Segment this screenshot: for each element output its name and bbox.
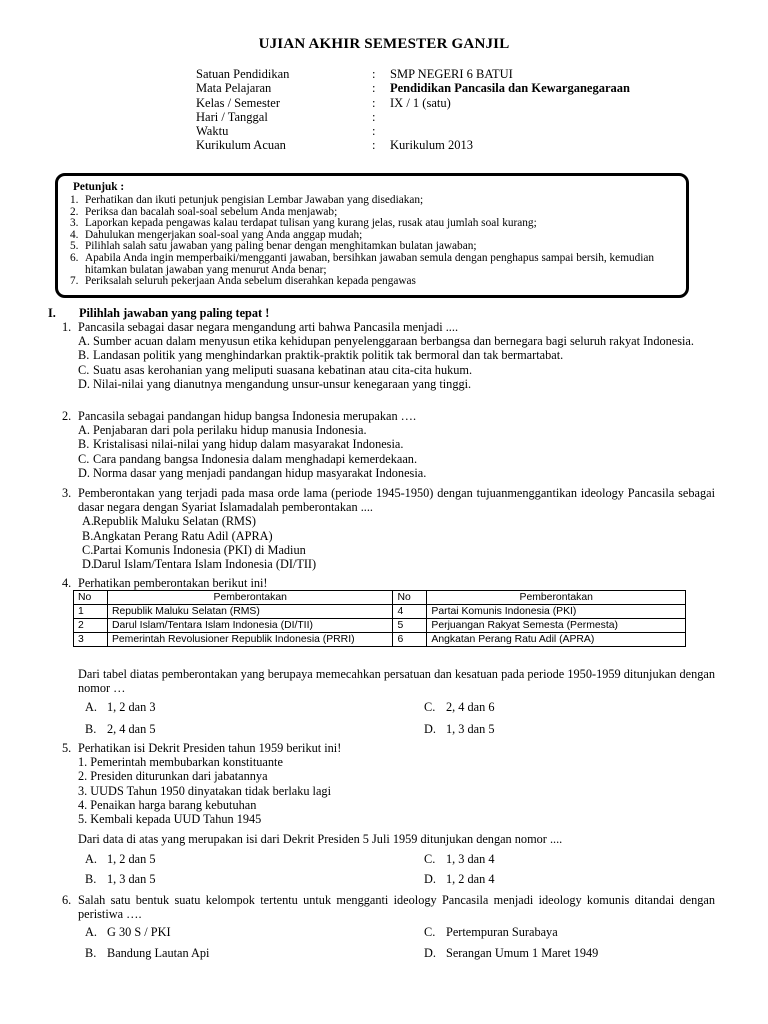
question-stem [62, 486, 715, 514]
option-text: Bandung Lautan Api [107, 946, 210, 960]
option-text: Nilai-nilai yang dianutnya mengandung unsur-unsur kenegaraan yang tinggi. [93, 376, 472, 391]
exam-info-block [196, 67, 630, 153]
option-text: G 30 S / PKI [107, 925, 171, 939]
info-row-waktu [196, 124, 630, 138]
question-text: Dari tabel diatas pemberontakan yang berupaya memecahkan persatuan dan kesatuan pada periode 1950-1959 ditunjukan dengan nomor … [78, 667, 715, 696]
question-3 [62, 486, 715, 571]
question-2 [62, 409, 715, 480]
question-stem [62, 893, 715, 921]
option-text: Partai Komunis Indonesia (PKI) di Madiun [93, 542, 306, 557]
question-stem [62, 320, 715, 334]
question-4-followup [62, 667, 715, 695]
question-number: 5. [62, 741, 72, 755]
option-text: 1, 3 dan 5 [107, 872, 156, 886]
info-row-kelas [196, 96, 630, 110]
option-letter: B. [85, 722, 97, 736]
table-row [74, 633, 686, 647]
question-text: Perhatikan isi Dekrit Presiden tahun 1959 berikut ini! [78, 741, 342, 755]
instruction-number: 1. [70, 194, 79, 206]
option-b[interactable] [62, 348, 715, 362]
instruction-text: Perhatikan dan ikuti petunjuk pengisian Lembar Jawaban yang disediakan; [85, 194, 424, 206]
option-text: 1, 2 dan 4 [446, 872, 495, 886]
option-text: Republik Maluku Selatan (RMS) [93, 514, 256, 529]
section-number: I. [48, 306, 56, 320]
info-value: Kurikulum 2013 [390, 138, 473, 153]
info-label: Satuan Pendidikan [196, 67, 290, 81]
info-value: Pendidikan Pancasila dan Kewarganegaraan [390, 81, 630, 96]
option-c[interactable] [424, 852, 495, 866]
question-text: Pancasila sebagai pandangan hidup bangsa Indonesia merupakan …. [78, 409, 417, 423]
option-letter: B. [85, 946, 97, 960]
option-text: Cara pandang bangsa Indonesia dalam menghadapi kemerdekaan. [93, 451, 418, 466]
question-text: Perhatikan pemberontakan berikut ini! [78, 576, 268, 590]
question-number: 1. [62, 320, 72, 334]
option-text: 2, 4 dan 5 [107, 722, 156, 736]
option-letter: D. [78, 376, 90, 391]
instructions-heading: Petunjuk : [73, 181, 125, 193]
info-label: Kelas / Semester [196, 95, 281, 110]
option-letter: C. [424, 852, 436, 866]
info-label: Kurikulum Acuan [196, 138, 286, 153]
instruction-text: Apabila Anda ingin memperbaiki/mengganti jawaban, bersihkan jawaban semula dengan penghapus sampai bersih, kemudian hitamkan bulatan jawaban yang menurut Anda benar; [85, 251, 655, 276]
info-colon: : [372, 138, 376, 153]
option-text: 1, 3 dan 4 [446, 852, 495, 866]
option-c[interactable] [62, 543, 715, 557]
option-letter: D. [82, 557, 94, 572]
instruction-number: 3. [70, 217, 79, 230]
question-5-followup [62, 832, 715, 846]
table-cell: Perjuangan Rakyat Semesta (Permesta) [427, 619, 686, 633]
option-text: Kristalisasi nilai-nilai yang hidup dalam masyarakat Indonesia. [93, 437, 404, 452]
question-stem [62, 576, 715, 590]
instruction-text: Pilihlah salah satu jawaban yang paling benar dengan menghitamkan bulatan jawaban; [85, 240, 477, 253]
option-d[interactable] [424, 946, 598, 960]
table-row [74, 619, 686, 633]
info-colon: : [372, 124, 376, 139]
instruction-item [70, 253, 685, 276]
option-b[interactable] [85, 722, 156, 736]
option-letter: C. [424, 925, 436, 939]
question-text: Salah satu bentuk suatu kelompok tertentu untuk mengganti ideology Pancasila menjadi ideology komunis ditandai dengan peristiwa …. [78, 893, 715, 922]
option-letter: B. [78, 437, 90, 452]
option-a[interactable] [85, 700, 156, 714]
option-letter: A. [78, 423, 90, 438]
instruction-number: 4. [70, 228, 79, 241]
info-colon: : [372, 109, 376, 124]
option-letter: B. [78, 348, 90, 363]
option-a[interactable] [85, 925, 171, 939]
option-text: Pertempuran Surabaya [446, 925, 558, 939]
table-cell: 2 [74, 619, 108, 633]
table-header-row [74, 591, 686, 605]
rebellion-table [73, 590, 686, 647]
question-4 [62, 576, 715, 590]
instruction-text: Dahulukan mengerjakan soal-soal yang Anda anggap mudah; [85, 228, 363, 241]
table-cell: 5 [393, 619, 427, 633]
option-c[interactable] [62, 363, 715, 377]
option-text: Sumber acuan dalam menyusun etika kehidupan penyelenggaraan berbangsa dan bernegara bagi seluruh rakyat Indonesia. [93, 334, 694, 349]
option-letter: D. [424, 946, 436, 960]
table-header: No [74, 591, 108, 605]
option-letter: C. [82, 542, 94, 557]
option-b[interactable] [62, 437, 715, 451]
info-label: Mata Pelajaran [196, 81, 272, 96]
table-header: Pemberontakan [107, 591, 392, 605]
instruction-number: 5. [70, 240, 79, 253]
instruction-number: 2. [70, 205, 79, 218]
info-row-mapel [196, 81, 630, 95]
info-row-hari [196, 110, 630, 124]
question-1 [62, 320, 715, 391]
instruction-text: Periksalah seluruh pekerjaan Anda sebelum diserahkan kepada pengawas [85, 275, 416, 288]
question-stem [62, 741, 715, 755]
info-label: Hari / Tanggal [196, 109, 268, 124]
exam-title: UJIAN AKHIR SEMESTER GANJIL [258, 36, 510, 52]
table-cell: 3 [74, 633, 108, 647]
list-item: 4. Penaikan harga barang kebutuhan [78, 797, 257, 812]
option-letter: A. [82, 514, 94, 529]
question-5 [62, 741, 715, 826]
option-b[interactable] [85, 872, 156, 886]
option-letter: C. [78, 362, 90, 377]
instructions-box [55, 173, 689, 298]
option-c[interactable] [62, 452, 715, 466]
option-text: 1, 2 dan 5 [107, 852, 156, 866]
table-header: Pemberontakan [427, 591, 686, 605]
option-letter: A. [85, 700, 97, 714]
option-text: 1, 2 dan 3 [107, 700, 156, 714]
question-number: 3. [62, 486, 72, 500]
table-cell: 6 [393, 633, 427, 647]
question-stem [62, 409, 715, 423]
list-item: 3. UUDS Tahun 1950 dinyatakan tidak berlaku lagi [78, 783, 331, 798]
table-cell: Partai Komunis Indonesia (PKI) [427, 605, 686, 619]
info-value: IX / 1 (satu) [390, 95, 451, 110]
question-text: Dari data di atas yang merupakan isi dari Dekrit Presiden 5 Juli 1959 ditunjukan dengan nomor .... [78, 832, 563, 846]
option-text: Darul Islam/Tentara Islam Indonesia (DI/TII) [93, 557, 317, 572]
question-6 [62, 893, 715, 921]
decree-list [62, 755, 715, 826]
option-text: Norma dasar yang menjadi pandangan hidup masyarakat Indonesia. [93, 465, 427, 480]
table-cell: 4 [393, 605, 427, 619]
option-letter: D. [424, 872, 436, 886]
question-number: 2. [62, 409, 72, 423]
option-c[interactable] [424, 925, 558, 939]
table-header: No [393, 591, 427, 605]
option-d[interactable] [424, 722, 495, 736]
table-cell: Angkatan Perang Ratu Adil (APRA) [427, 633, 686, 647]
option-d[interactable] [424, 872, 495, 886]
instruction-text: Periksa dan bacalah soal-soal sebelum Anda menjawab; [85, 205, 338, 218]
instructions-list [70, 195, 685, 288]
section-title: Pilihlah jawaban yang paling tepat ! [79, 306, 270, 320]
question-number: 4. [62, 576, 72, 590]
instruction-number: 7. [70, 275, 79, 288]
option-letter: D. [424, 722, 436, 736]
info-value: SMP NEGERI 6 BATUI [390, 67, 513, 81]
option-text: Serangan Umum 1 Maret 1949 [446, 946, 599, 960]
list-item: 1. Pemerintah membubarkan konstituante [78, 755, 283, 770]
list-item: 5. Kembali kepada UUD Tahun 1945 [78, 812, 262, 827]
option-letter: A. [85, 925, 97, 939]
instruction-item [70, 276, 685, 288]
option-text: Suatu asas kerohanian yang meliputi suasana kebatinan atau cita-cita hukum. [93, 362, 473, 377]
option-d[interactable] [62, 466, 715, 480]
option-letter: A. [78, 334, 90, 349]
option-letter: C. [424, 700, 436, 714]
option-text: Landasan politik yang menghindarkan praktik-praktik politik tak bermoral dan tak bermartabat. [93, 348, 564, 363]
option-a[interactable] [62, 514, 715, 528]
info-colon: : [372, 67, 376, 81]
table-cell: 1 [74, 605, 108, 619]
option-d[interactable] [62, 557, 715, 571]
table-cell: Darul Islam/Tentara Islam Indonesia (DI/TII) [107, 619, 392, 633]
option-text: Angkatan Perang Ratu Adil (APRA) [93, 528, 273, 543]
info-colon: : [372, 81, 376, 96]
section-heading [48, 306, 269, 321]
instruction-text: Laporkan kepada pengawas kalau terdapat tulisan yang kurang jelas, rusak atau jumlah soal kurang; [85, 217, 537, 230]
question-text: Pancasila sebagai dasar negara mengandung arti bahwa Pancasila menjadi .... [78, 320, 459, 334]
option-letter: C. [78, 451, 90, 466]
info-colon: : [372, 95, 376, 110]
question-text: Pemberontakan yang terjadi pada masa orde lama (periode 1945-1950) dengan tujuanmenggantikan ideology Pancasila sebagai dasar negara dengan Syariat Islamadalah pemberontakan .... [78, 486, 715, 515]
table-cell: Pemerintah Revolusioner Republik Indonesia (PRRI) [107, 633, 392, 647]
instruction-number: 6. [70, 251, 79, 264]
option-letter: B. [85, 872, 97, 886]
info-row-satuan [196, 67, 630, 81]
info-row-kurikulum [196, 138, 630, 152]
option-text: Penjabaran dari pola perilaku hidup manusia Indonesia. [93, 423, 367, 438]
option-text: 2, 4 dan 6 [446, 700, 495, 714]
option-letter: B. [82, 528, 94, 543]
option-b[interactable] [85, 946, 209, 960]
option-text: 1, 3 dan 5 [446, 722, 495, 736]
option-b[interactable] [62, 529, 715, 543]
list-item: 2. Presiden diturunkan dari jabatannya [78, 769, 268, 784]
option-d[interactable] [62, 377, 715, 391]
option-c[interactable] [424, 700, 495, 714]
option-letter: D. [78, 465, 90, 480]
option-a[interactable] [62, 334, 715, 348]
question-number: 6. [62, 893, 72, 907]
option-a[interactable] [62, 423, 715, 437]
table-cell: Republik Maluku Selatan (RMS) [107, 605, 392, 619]
option-a[interactable] [85, 852, 156, 866]
table-row [74, 605, 686, 619]
option-letter: A. [85, 852, 97, 866]
info-label: Waktu [196, 124, 229, 139]
